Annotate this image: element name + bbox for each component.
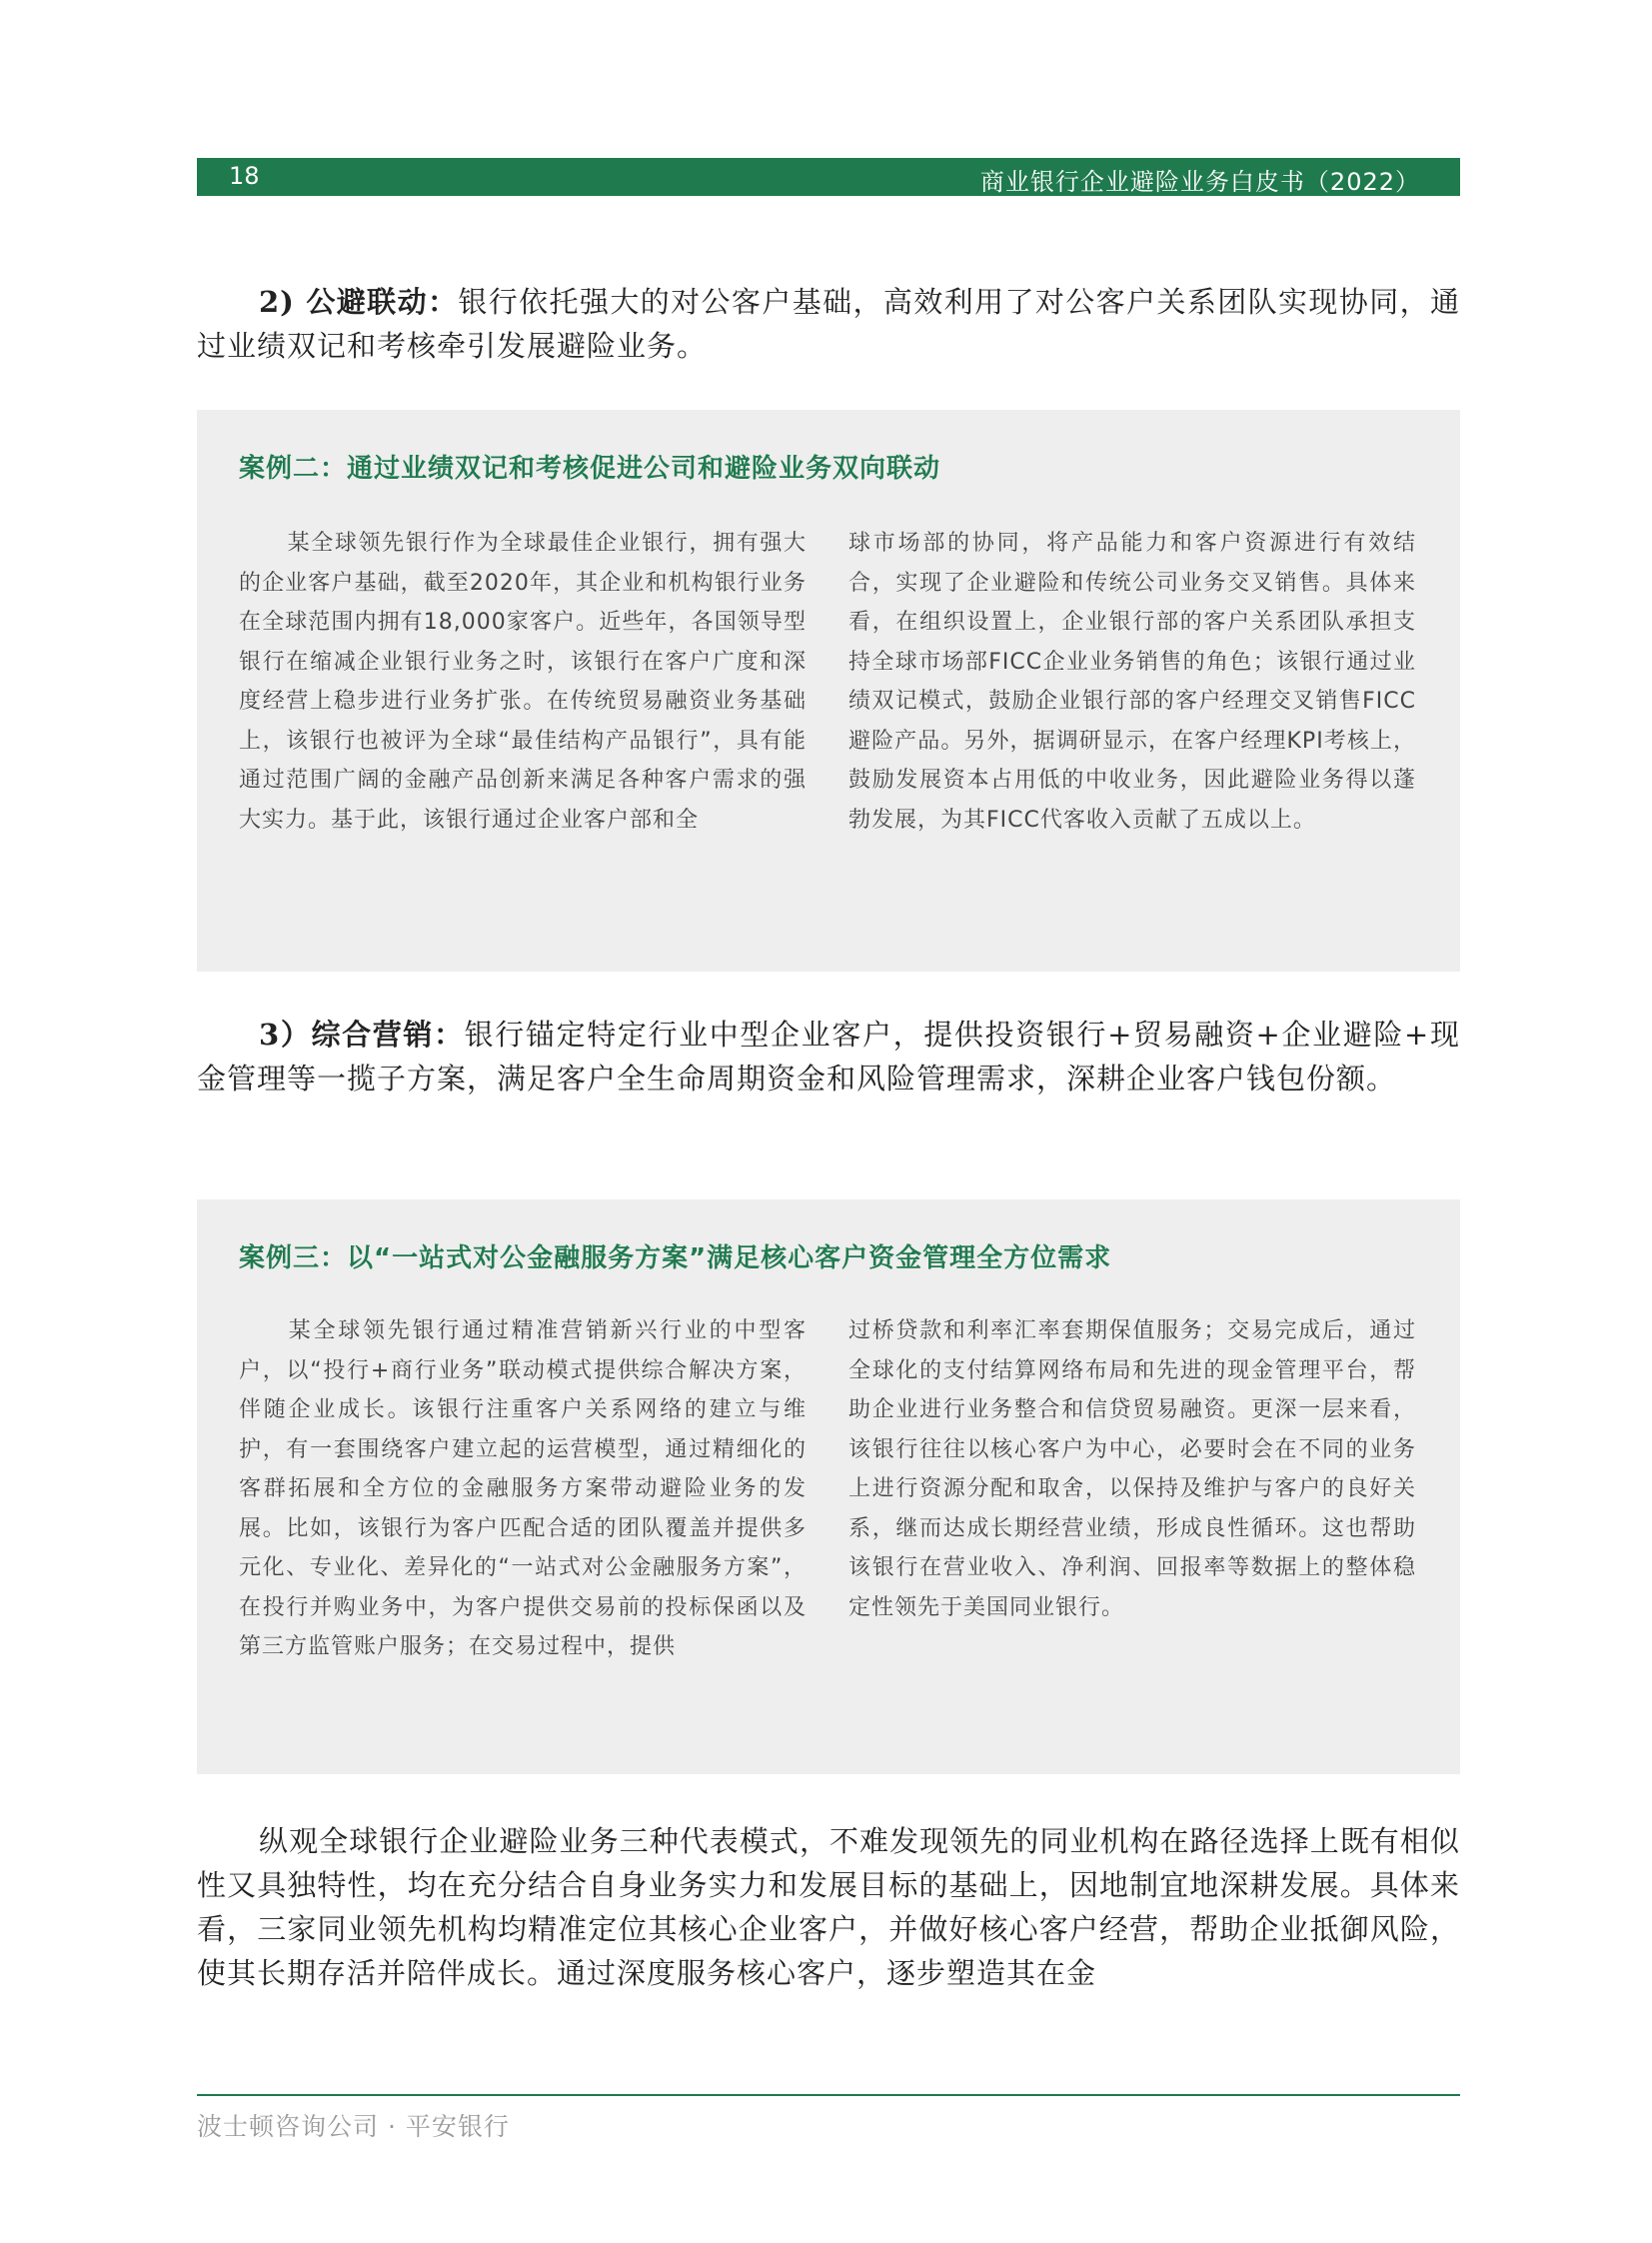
case-2-left-column	[239, 524, 807, 840]
case-2-box	[197, 410, 1460, 972]
case-2-title: 案例二：通过业绩双记和考核促进公司和避险业务双向联动	[239, 454, 941, 484]
summary-text: 纵观全球银行企业避险业务三种代表模式，不难发现领先的同业机构在路径选择上既有相似性又具独特性，均在充分结合自身业务实力和发展目标的基础上，因地制宜地深耕发展。具体来看，三家同业领先机构均精准定位其核心企业客户，并做好核心客户经营，帮助企业抵御风险，使其长期存活并陪伴成长。通过深度服务核心客户，逐步塑造其在金	[197, 1824, 1460, 1990]
section-2-text: 银行依托强大的对公客户基础，高效利用了对公客户关系团队实现协同，通过业绩双记和考核牵引发展避险业务。	[197, 285, 1460, 363]
case-3-box	[197, 1199, 1460, 1774]
case-2-right-text: 球市场部的协同，将产品能力和客户资源进行有效结合，实现了企业避险和传统公司业务交叉销售。具体来看，在组织设置上，企业银行部的客户关系团队承担支持全球市场部FICC企业业务销售的角色；该银行通过业绩双记模式，鼓励企业银行部的客户经理交叉销售FICC避险产品。另外，据调研显示，在客户经理KPI考核上，鼓励发展资本占用低的中收业务，因此避险业务得以蓬勃发展，为其FICC代客收入贡献了五成以上。	[848, 531, 1416, 833]
section-2-paragraph	[197, 280, 1460, 368]
section-2-heading: 2) 公避联动：	[259, 285, 459, 319]
case-3-left-text: 某全球领先银行通过精准营销新兴行业的中型客户，以“投行+商行业务”联动模式提供综合解决方案，伴随企业成长。该银行注重客户关系网络的建立与维护，有一套围绕客户建立起的运营模型，通过精细化的客群拓展和全方位的金融服务方案带动避险业务的发展。比如，该银行为客户匹配合适的团队覆盖并提供多元化、专业化、差异化的“一站式对公金融服务方案”，在投行并购业务中，为客户提供交易前的投标保函以及第三方监管账户服务；在交易过程中，提供	[239, 1318, 807, 1659]
case-3-right-text: 过桥贷款和利率汇率套期保值服务；交易完成后，通过全球化的支付结算网络布局和先进的现金管理平台，帮助企业进行业务整合和信贷贸易融资。更深一层来看，该银行往往以核心客户为中心，必要时会在不同的业务上进行资源分配和取舍，以保持及维护与客户的良好关系，继而达成长期经营业绩，形成良性循环。这也帮助该银行在营业收入、净利润、回报率等数据上的整体稳定性领先于美国同业银行。	[848, 1318, 1416, 1620]
case-3-right-column	[848, 1311, 1416, 1627]
header-bar	[197, 158, 1460, 196]
footer-text: 波士顿咨询公司 · 平安银行	[197, 2112, 510, 2141]
footer-divider	[197, 2094, 1460, 2096]
case-3-title: 案例三：以“一站式对公金融服务方案”满足核心客户资金管理全方位需求	[239, 1243, 1112, 1273]
document-title: 商业银行企业避险业务白皮书（2022）	[979, 168, 1420, 196]
section-3-paragraph	[197, 1013, 1460, 1101]
section-3-text: 银行锚定特定行业中型企业客户，提供投资银行+贸易融资+企业避险+现金管理等一揽子方案，满足客户全生命周期资金和风险管理需求，深耕企业客户钱包份额。	[197, 1018, 1460, 1096]
case-2-right-column	[848, 524, 1416, 840]
summary-paragraph	[197, 1819, 1460, 1995]
page-number: 18	[229, 162, 260, 190]
case-2-left-text: 某全球领先银行作为全球最佳企业银行，拥有强大的企业客户基础，截至2020年，其企业和机构银行业务在全球范围内拥有18,000家客户。近些年，各国领导型银行在缩减企业银行业务之时，该银行在客户广度和深度经营上稳步进行业务扩张。在传统贸易融资业务基础上，该银行也被评为全球“最佳结构产品银行”，具有能通过范围广阔的金融产品创新来满足各种客户需求的强大实力。基于此，该银行通过企业客户部和全	[239, 531, 807, 833]
case-3-left-column	[239, 1311, 807, 1667]
section-3-heading: 3）综合营销：	[259, 1018, 465, 1052]
